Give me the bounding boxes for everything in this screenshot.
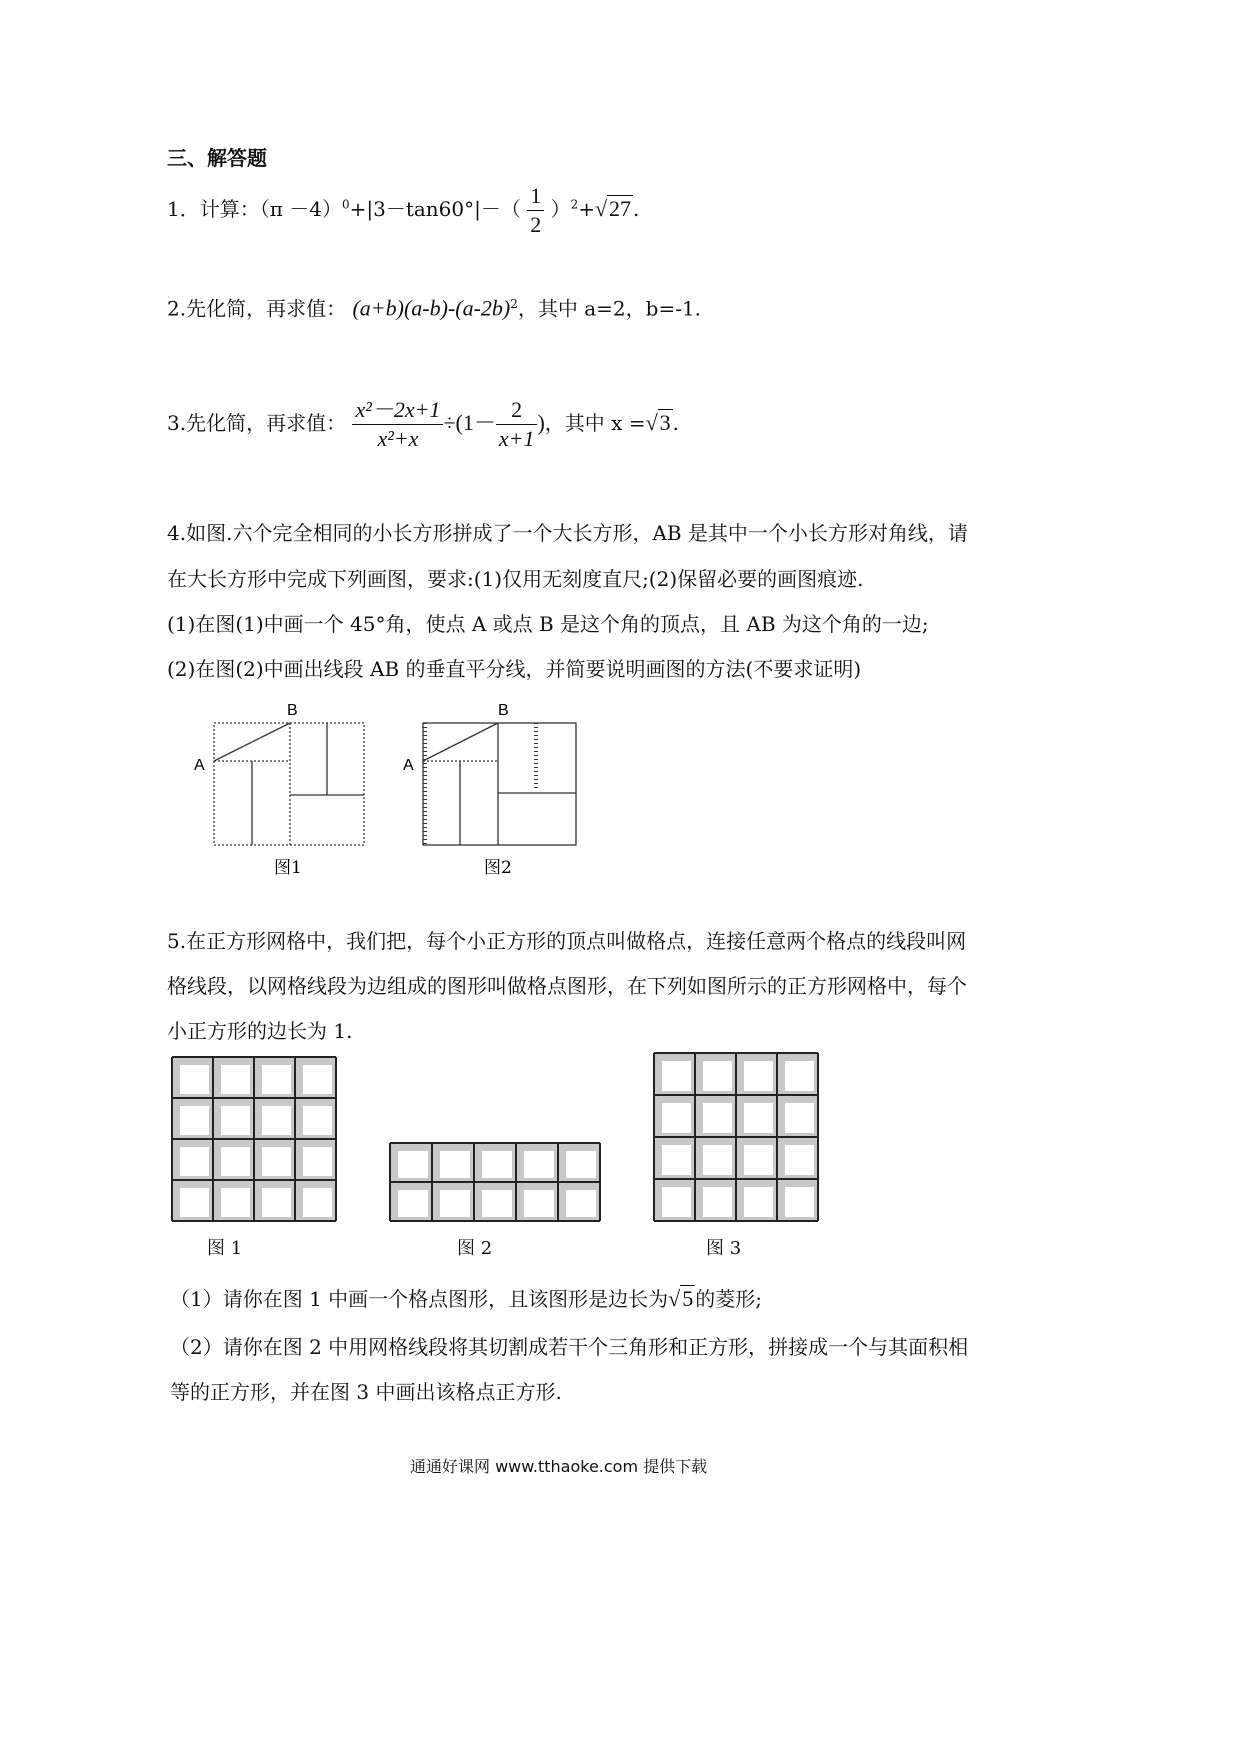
grid-cell: [524, 1190, 554, 1217]
q5-sub1-sqrt: √5: [668, 1286, 694, 1311]
q5-line-2: 格线段，以网格线段为边组成的图形叫做格点图形，在下列如图所示的正方形网格中，每个: [167, 974, 967, 998]
fig2-label-a: A: [403, 757, 414, 774]
grid-1-cells: [172, 1057, 336, 1221]
q3-suffix: ，其中 x =: [544, 411, 646, 435]
fig2-label-b: B: [498, 702, 509, 719]
fig1-outer-rect: [214, 723, 364, 845]
q5-sub-2-line-2: 等的正方形，并在图 3 中画出该格点正方形.: [170, 1380, 562, 1404]
grid-cell: [440, 1190, 470, 1217]
grid-cell: [703, 1145, 732, 1175]
q3-close: ): [537, 410, 545, 435]
grid-cell: [221, 1147, 250, 1176]
grid-cell: [785, 1187, 814, 1217]
q4-figure-2: [400, 695, 640, 895]
q1-exponent-0: 0: [341, 197, 350, 212]
q3-frac2-numerator: 2: [496, 396, 538, 425]
q3-frac2-denominator: x+1: [498, 426, 535, 451]
grid-cell: [482, 1151, 512, 1178]
grid-cell: [303, 1106, 332, 1135]
grid-cell: [262, 1147, 291, 1176]
fig1-caption: 图1: [274, 858, 302, 878]
q5-sub1-post: 的菱形;: [695, 1287, 762, 1311]
grid-cell: [440, 1151, 470, 1178]
fig1-label-a: A: [194, 757, 205, 774]
grid-cell: [180, 1065, 209, 1094]
grid-cell: [703, 1061, 732, 1091]
grid-cell: [262, 1106, 291, 1135]
q1-close: ）: [550, 197, 571, 221]
grid-cell: [303, 1065, 332, 1094]
page-footer: 通通好课网 www.tthaoke.com 提供下载: [410, 1457, 708, 1476]
q1-fraction: [527, 182, 544, 239]
q3-fraction-1: [352, 396, 443, 453]
q5-sub-2-line-1: （2）请你在图 2 中用网格线段将其切割成若干个三角形和正方形，拼接成一个与其面积相: [170, 1335, 969, 1359]
question-1: [167, 182, 639, 239]
q4-line-3: (1)在图(1)中画一个 45°角，使点 A 或点 B 是这个角的顶点，且 AB 为这个角的一边;: [167, 612, 929, 636]
q1-frac-numerator: 1: [527, 182, 544, 211]
grid-3-caption: 图 3: [706, 1238, 742, 1259]
grid-cell: [744, 1145, 773, 1175]
grid-1-caption: 图 1: [207, 1238, 243, 1259]
grid-cell: [785, 1061, 814, 1091]
q3-sqrt: √3: [645, 410, 671, 435]
fig1-diagonal-ab: [214, 723, 290, 761]
grid-cell: [785, 1145, 814, 1175]
grid-cell: [180, 1188, 209, 1217]
grid-cell: [180, 1106, 209, 1135]
fig1-label-b: B: [287, 702, 298, 719]
grid-cell: [566, 1151, 596, 1178]
grid-cell: [398, 1151, 428, 1178]
grid-cell: [662, 1103, 691, 1133]
q1-exponent-2: 2: [570, 197, 579, 212]
q2-prefix: 2.先化简，再求值：: [167, 296, 347, 321]
section-title: 三、解答题: [167, 146, 267, 170]
q1-prefix: 1．计算：（π －4）: [167, 197, 342, 221]
grid-cell: [398, 1190, 428, 1217]
q1-end: .: [633, 197, 640, 221]
fig2-diagonal-ab: [423, 723, 498, 761]
question-3: [167, 396, 679, 453]
q5-grid-1: [170, 1055, 342, 1225]
grid-cell: [482, 1190, 512, 1217]
grid-cell: [303, 1188, 332, 1217]
q2-expression: (a+b)(a-b)-(a-2b): [352, 295, 511, 321]
grid-cell: [703, 1187, 732, 1217]
grid-cell: [703, 1103, 732, 1133]
q1-sqrt-value: 27: [609, 196, 632, 221]
q3-frac1-denominator: x²+x: [377, 426, 419, 451]
q3-fraction-2: [496, 396, 538, 453]
grid-cell: [262, 1188, 291, 1217]
grid-cell: [785, 1103, 814, 1133]
fig2-outer-rect: [423, 723, 576, 845]
q3-frac1-numerator: x²－2x+1: [352, 396, 443, 425]
q5-sub1-sqrt-value: 5: [682, 1286, 694, 1311]
q2-exponent: 2: [510, 297, 518, 311]
q4-line-4: (2)在图(2)中画出线段 AB 的垂直平分线，并简要说明画图的方法(不要求证明): [167, 657, 862, 681]
grid-cell: [262, 1065, 291, 1094]
grid-3-cells: [654, 1053, 818, 1221]
q2-suffix: ，其中 a=2，b=-1.: [517, 296, 702, 321]
grid-cell: [180, 1147, 209, 1176]
grid-cell: [524, 1151, 554, 1178]
grid-cell: [662, 1061, 691, 1091]
grid-cell: [744, 1187, 773, 1217]
q3-sqrt-value: 3: [659, 410, 671, 435]
q3-end: .: [672, 411, 679, 435]
grid-2-caption: 图 2: [457, 1238, 493, 1259]
q4-line-2: 在大长方形中完成下列画图，要求:(1)仅用无刻度直尺;(2)保留必要的画图痕迹.: [167, 567, 864, 591]
q1-plus: +: [578, 197, 595, 221]
grid-cell: [662, 1145, 691, 1175]
grid-cell: [744, 1103, 773, 1133]
q5-sub1-pre: （1）请你在图 1 中画一个格点图形，且该图形是边长为: [170, 1287, 669, 1311]
fig2-caption: 图2: [484, 858, 512, 878]
q5-grid-3: [652, 1051, 824, 1225]
grid-cell: [744, 1061, 773, 1091]
q5-line-3: 小正方形的边长为 1.: [167, 1019, 353, 1043]
grid-cell: [221, 1106, 250, 1135]
q4-figure-1: [180, 695, 400, 895]
q3-prefix: 3.先化简，再求值：: [167, 411, 347, 435]
q5-grid-2: [388, 1141, 606, 1225]
grid-cell: [221, 1065, 250, 1094]
q3-divide: ÷(1－: [443, 410, 496, 435]
grid-cell: [662, 1187, 691, 1217]
grid-cell: [566, 1190, 596, 1217]
q1-sqrt: √27: [594, 196, 632, 221]
q1-mid: +|3－tan60°|－（: [349, 197, 521, 221]
q4-line-1: 4.如图.六个完全相同的小长方形拼成了一个大长方形，AB 是其中一个小长方形对角线，请: [167, 521, 968, 545]
grid-cell: [303, 1147, 332, 1176]
question-2: [167, 290, 701, 323]
grid-2-cells: [390, 1143, 600, 1221]
q1-frac-denominator: 2: [530, 212, 542, 237]
q5-line-1: 5.在正方形网格中，我们把，每个小正方形的顶点叫做格点，连接任意两个格点的线段叫网: [167, 929, 967, 953]
grid-cell: [221, 1188, 250, 1217]
q5-sub-1: [170, 1285, 762, 1313]
